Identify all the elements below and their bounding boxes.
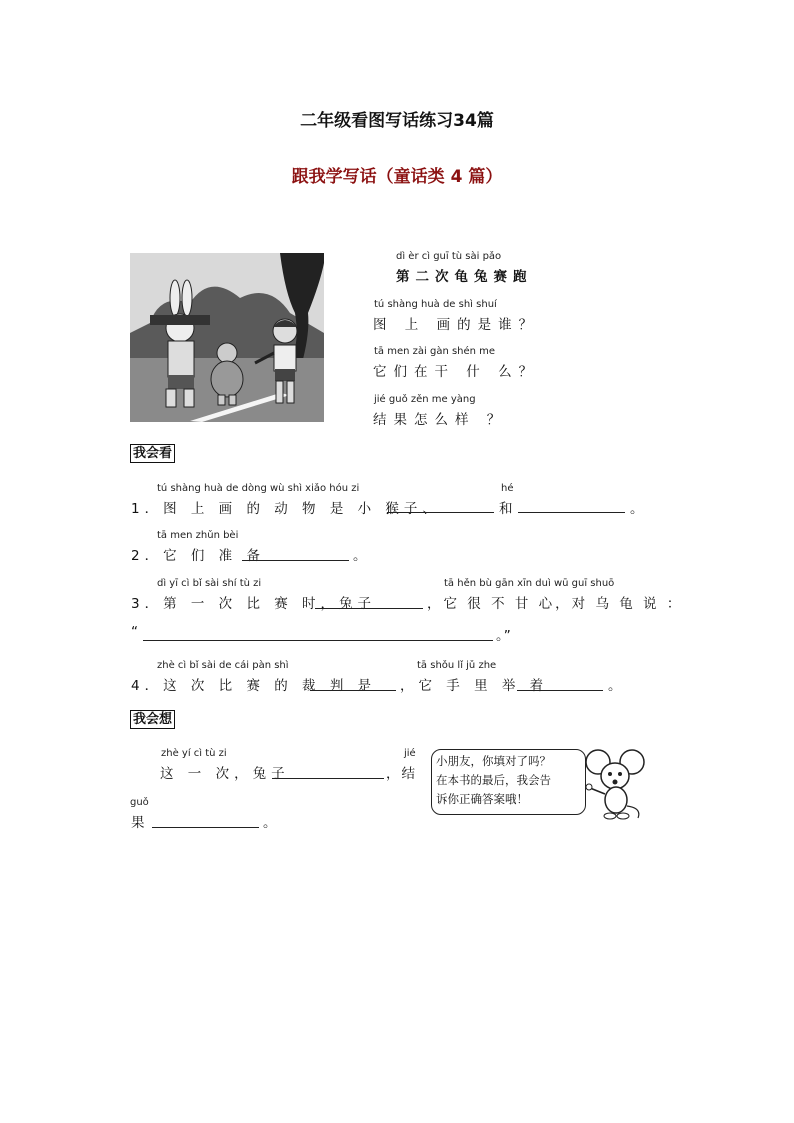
think-pinyin: jié	[404, 748, 416, 759]
question-pinyin: jié guǒ zěn me yàng	[374, 394, 476, 405]
mouse-mascot-icon	[580, 742, 650, 822]
question-text: 它们在干 什 么？	[373, 364, 540, 380]
answer-blank-long[interactable]	[143, 640, 493, 641]
story-illustration	[130, 253, 324, 422]
page-title: 二年级看图写话练习34篇	[300, 111, 494, 131]
section-label-think: 我会想	[130, 710, 175, 729]
answer-blank[interactable]	[387, 512, 494, 513]
item-text: 。	[353, 548, 374, 564]
question-pinyin: tā men zài gàn shén me	[374, 346, 496, 357]
bubble-line: 诉你正确答案哦！	[436, 792, 528, 806]
item-pinyin: tā men zhǔn bèi	[157, 530, 239, 541]
item-text: 。	[608, 678, 629, 694]
story-title: 第二次龟兔赛跑	[396, 269, 533, 285]
answer-blank[interactable]	[315, 608, 423, 609]
answer-blank[interactable]	[518, 512, 625, 513]
quote-open: “	[131, 624, 145, 640]
answer-blank[interactable]	[242, 560, 349, 561]
item-text: 4．这 次 比 赛 的 裁 判 是	[131, 678, 377, 694]
answer-blank[interactable]	[310, 690, 396, 691]
question-text: 图 上 画的是谁？	[373, 317, 540, 333]
item-text: 1．图 上 画 的 动 物 是 小 猴子、	[131, 501, 441, 517]
section-label-look: 我会看	[130, 444, 175, 463]
item-text: 2．它 们 准 备	[131, 548, 265, 564]
answer-blank[interactable]	[272, 778, 384, 779]
item-pinyin: tā shǒu lǐ jǔ zhe	[417, 660, 497, 671]
think-text: 。	[263, 815, 284, 831]
item-text: ，它 手 里 举 着	[400, 678, 549, 694]
item-text: ，它 很 不 甘 心，对 乌 龟 说 ：	[427, 596, 684, 612]
answer-blank[interactable]	[152, 827, 259, 828]
item-pinyin: zhè cì bǐ sài de cái pàn shì	[157, 660, 289, 671]
item-text: 。	[630, 501, 651, 517]
item-text: 和	[499, 501, 520, 517]
item-pinyin: hé	[501, 483, 514, 494]
bubble-line: 在本书的最后，我会告	[436, 773, 551, 787]
quote-close: 。”	[496, 628, 512, 644]
item-pinyin: tā hěn bù gān xīn duì wū guī shuō	[444, 578, 615, 589]
think-text: 这 一 次，兔子	[160, 766, 290, 782]
bubble-line: 小朋友，你填对了吗？	[436, 754, 551, 768]
question-text: 结果怎么样 ？	[373, 412, 508, 428]
page-subtitle: 跟我学写话（童话类 4 篇）	[291, 167, 503, 187]
item-pinyin: dì yī cì bǐ sài shí tù zi	[157, 578, 262, 589]
answer-blank[interactable]	[517, 690, 603, 691]
question-pinyin: tú shàng huà de shì shuí	[374, 299, 497, 310]
think-pinyin: zhè yí cì tù zi	[161, 748, 227, 759]
item-text: 3．第 一 次 比 赛 时，兔子	[131, 596, 377, 612]
item-pinyin: tú shàng huà de dòng wù shì xiǎo hóu zi	[157, 483, 360, 494]
story-title-pinyin: dì èr cì guī tù sài pǎo	[396, 251, 502, 262]
think-text: ，结	[386, 766, 417, 782]
speech-bubble-text	[436, 752, 584, 809]
think-pinyin: guǒ	[130, 797, 149, 808]
think-text: 果	[131, 815, 152, 831]
